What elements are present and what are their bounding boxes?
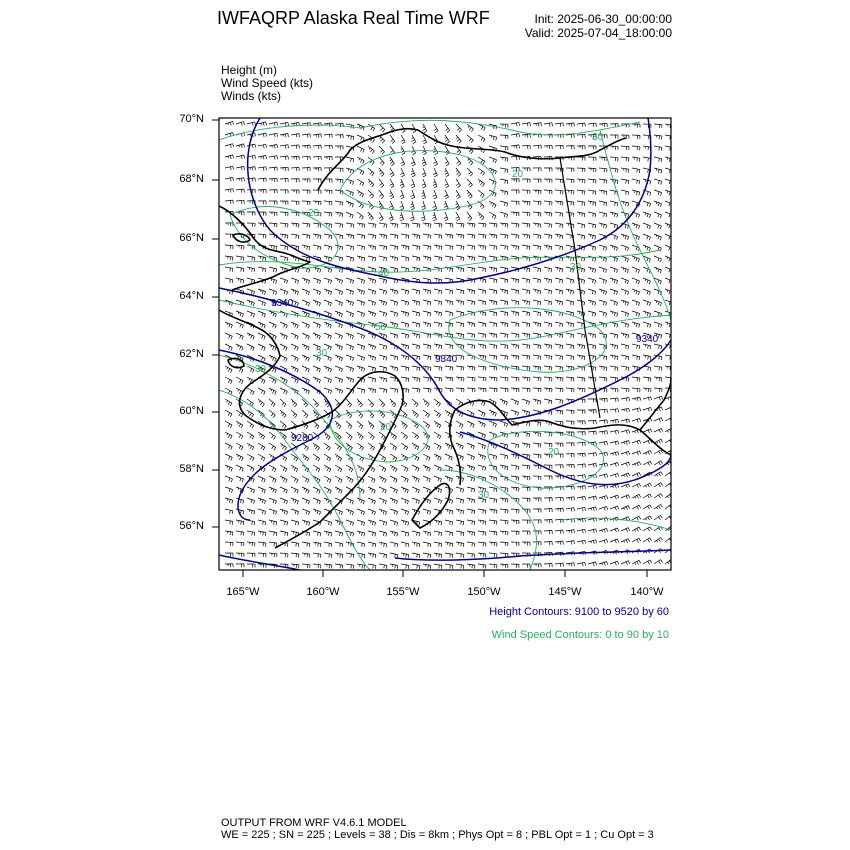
wind-label: 40 [378,268,390,279]
height-label: 9280 [291,433,314,444]
valid-time: Valid: 2025-07-04_18:00:00 [524,26,672,40]
lon-label: 145°W [548,586,582,598]
lat-label: 66°N [179,232,204,244]
wind-label: 30 [570,262,582,273]
lat-label: 56°N [179,520,204,532]
height-label: 9340 [271,298,294,309]
lat-label: 70°N [179,113,204,125]
lon-ticks [243,570,647,577]
lon-label: 155°W [386,586,420,598]
lon-label: 165°W [226,586,260,598]
wind-label: 30 [316,348,328,359]
wind-contour-legend: Wind Speed Contours: 0 to 90 by 10 [491,629,669,641]
lat-label: 68°N [179,173,204,185]
height-contour-legend: Height Contours: 9100 to 9520 by 60 [489,606,669,618]
map-title: IWFAQRP Alaska Real Time WRF [217,8,490,28]
lon-label: 160°W [306,586,340,598]
wind-label: 30 [255,364,267,375]
lat-label: 58°N [179,463,204,475]
height-label: 9340 [435,354,458,365]
wind-label: 20 [308,208,320,219]
model-config-footer: WE = 225 ; SN = 225 ; Levels = 38 ; Dis = 8km ; Phys Opt = 8 ; PBL Opt = 1 ; Cu Opt = 3 [221,829,654,841]
wind-label: 50 [375,322,387,333]
lat-ticks [212,120,219,527]
field-label-winds: Winds (kts) [221,89,281,103]
model-footer: OUTPUT FROM WRF V4.6.1 MODEL [221,817,407,829]
wind-label: 20 [548,447,560,458]
wind-label: 20 [512,169,524,180]
field-label-wind-speed: Wind Speed (kts) [221,76,314,90]
wind-label: 20 [380,422,392,433]
lat-label: 62°N [179,348,204,360]
lat-label: 60°N [179,405,204,417]
lon-label: 150°W [467,586,501,598]
wind-label: 30 [592,132,604,143]
height-label: 9340 [636,334,659,345]
wind-label: 30 [478,490,490,501]
field-label-height: Height (m) [221,63,278,77]
init-time: Init: 2025-06-30_00:00:00 [534,12,672,26]
lat-label: 64°N [179,290,204,302]
lon-label: 140°W [630,586,664,598]
